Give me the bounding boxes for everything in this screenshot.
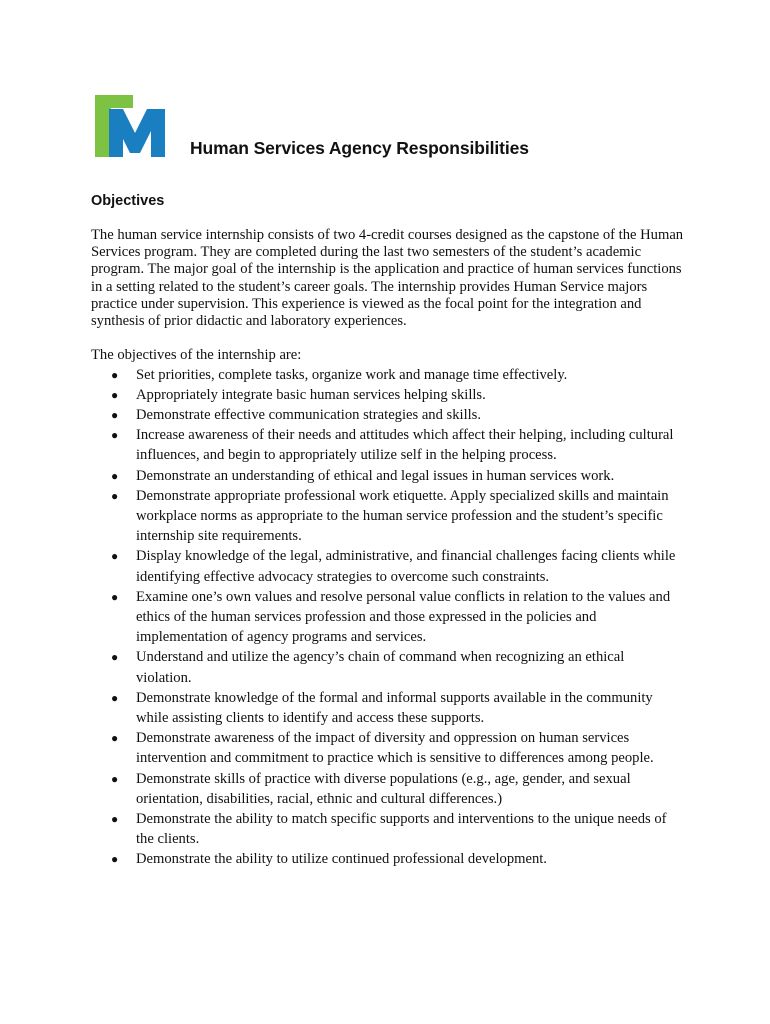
- bullet-icon: ●: [111, 690, 119, 705]
- objective-item: [91, 486, 691, 547]
- objective-line: identifying effective advocacy strategies to overcome such constraints.: [136, 568, 550, 585]
- objective-item: [91, 688, 691, 728]
- intro-paragraph: [91, 227, 691, 330]
- objective-line: intervention and commitment to practice which is sensitive to differences among people.: [136, 750, 654, 767]
- fm-logo: [95, 95, 167, 157]
- bullet-icon: ●: [111, 811, 119, 826]
- objective-line: workplace norms as appropriate to the human service profession and the student’s specific: [136, 507, 663, 524]
- bullet-icon: ●: [111, 549, 119, 564]
- objective-line: Set priorities, complete tasks, organize work and manage time effectively.: [136, 366, 568, 383]
- bullet-icon: ●: [111, 367, 119, 382]
- paragraph-line: Services program. They are completed during the last two semesters of the student’s academic: [91, 244, 642, 261]
- objective-line: Demonstrate the ability to match specific supports and interventions to the unique needs of: [136, 810, 667, 827]
- objectives-list: [91, 365, 691, 870]
- bullet-icon: ●: [111, 650, 119, 665]
- objective-line: Demonstrate awareness of the impact of diversity and oppression on human services: [136, 730, 630, 747]
- objective-item: [91, 809, 691, 849]
- objective-item: [91, 365, 691, 385]
- objective-item: [91, 769, 691, 809]
- paragraph-line: in a setting related to the student’s career goals. The internship provides Human Service majors: [91, 278, 648, 295]
- objective-line: Examine one’s own values and resolve personal value conflicts in relation to the values and: [136, 588, 671, 605]
- bullet-icon: ●: [111, 468, 119, 483]
- objective-item: [91, 587, 691, 648]
- objective-item: [91, 849, 691, 869]
- bullet-icon: ●: [111, 589, 119, 604]
- paragraph-line: program. The major goal of the internship is the application and practice of human services functions: [91, 261, 682, 278]
- objective-item: [91, 466, 691, 486]
- page-title: Human Services Agency Responsibilities: [190, 138, 529, 158]
- objectives-intro: The objectives of the internship are:: [91, 347, 302, 363]
- objective-line: Display knowledge of the legal, administrative, and financial challenges facing clients while: [136, 548, 676, 565]
- objective-line: Appropriately integrate basic human services helping skills.: [136, 386, 486, 403]
- objective-item: [91, 728, 691, 768]
- objective-line: internship site requirements.: [136, 528, 302, 545]
- objective-line: implementation of agency programs and services.: [136, 629, 427, 646]
- objective-line: Demonstrate an understanding of ethical and legal issues in human services work.: [136, 467, 615, 484]
- objective-line: orientation, disabilities, racial, ethnic and cultural differences.): [136, 790, 503, 807]
- objective-item: [91, 425, 691, 465]
- objective-line: Demonstrate appropriate professional work etiquette. Apply specialized skills and maintain: [136, 487, 669, 504]
- objective-line: violation.: [136, 669, 192, 686]
- paragraph-line: practice under supervision. This experience is viewed as the focal point for the integration and: [91, 295, 642, 312]
- objective-item: [91, 546, 691, 586]
- objective-line: Demonstrate skills of practice with diverse populations (e.g., age, gender, and sexual: [136, 770, 631, 787]
- objective-item: [91, 647, 691, 687]
- paragraph-line: synthesis of prior didactic and laboratory experiences.: [91, 313, 407, 330]
- bullet-icon: ●: [111, 387, 119, 402]
- objective-line: Demonstrate the ability to utilize continued professional development.: [136, 851, 547, 868]
- objective-line: Demonstrate effective communication strategies and skills.: [136, 406, 482, 423]
- objective-line: influences, and begin to appropriately utilize self in the helping process.: [136, 447, 557, 464]
- paragraph-line: The human service internship consists of two 4-credit courses designed as the capstone of the Human: [91, 227, 684, 243]
- objective-line: while assisting clients to identify and access these supports.: [136, 709, 485, 726]
- fm-logo-graphic: [95, 95, 167, 157]
- objective-line: Demonstrate knowledge of the formal and informal supports available in the community: [136, 689, 653, 706]
- objective-line: Understand and utilize the agency’s chain of command when recognizing an ethical: [136, 649, 625, 666]
- bullet-icon: ●: [111, 407, 119, 422]
- objective-item: [91, 385, 691, 405]
- bullet-icon: ●: [111, 852, 119, 867]
- objective-line: Increase awareness of their needs and attitudes which affect their helping, including cultural: [136, 427, 674, 444]
- bullet-icon: ●: [111, 428, 119, 443]
- bullet-icon: ●: [111, 488, 119, 503]
- objective-line: ethics of the human services profession and those expressed in the policies and: [136, 608, 597, 625]
- logo-letter-m: [109, 109, 165, 157]
- bullet-icon: ●: [111, 731, 119, 746]
- section-heading-objectives: Objectives: [91, 193, 165, 209]
- objective-item: [91, 405, 691, 425]
- objective-line: the clients.: [136, 831, 200, 848]
- bullet-icon: ●: [111, 771, 119, 786]
